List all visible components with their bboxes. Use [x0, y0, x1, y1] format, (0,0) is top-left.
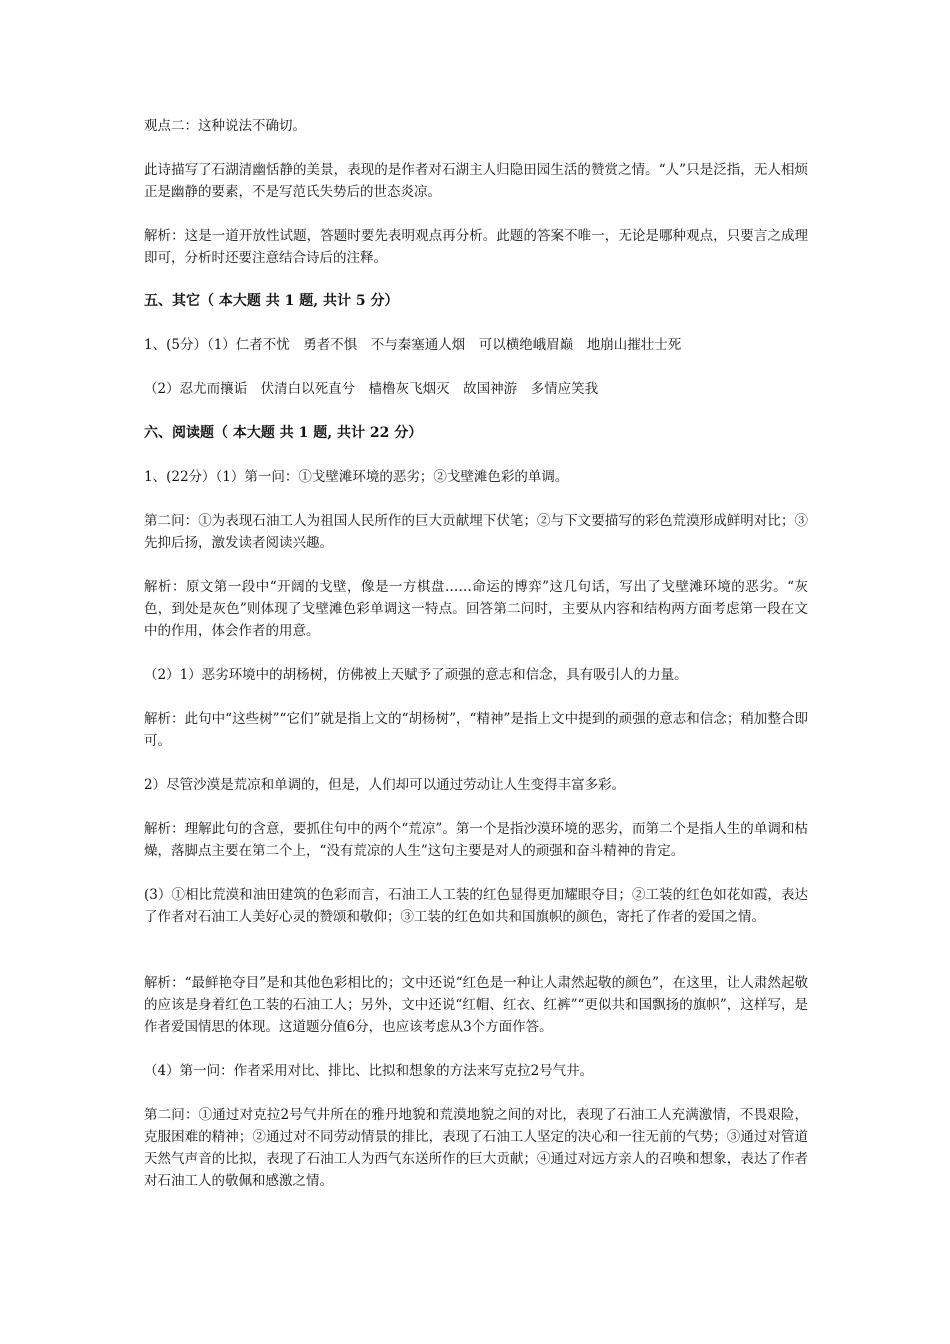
section-heading-5: 五、其它（ 本大题 共 1 题, 共计 5 分） — [144, 293, 399, 309]
paragraph-answer-6-2-2: 2）尽管沙漠是荒凉和单调的，但是，人们却可以通过劳动让人生变得丰富多彩。 — [144, 777, 626, 793]
paragraph-second-question: 第二问：①为表现石油工人为祖国人民所作的巨大贡献埋下伏笔；②与下文要描写的彩色荒漠形成鲜明对比；③先抑后扬，激发读者阅读兴趣。 — [144, 513, 808, 551]
paragraph-second-question-4: 第二问：①通过对克拉2号气井所在的雅丹地貌和荒漠地貌之间的对比，表现了石油工人充满激情，不畏艰险，克服困难的精神；②通过对不同劳动情景的排比，表现了石油工人坚定的决心和一往无前的气势；③通过对管道天然气声音的比拟，表现了石油工人为西气东送所作的巨大贡献；④通过对远方亲人的召唤和想象，表达了作者对石油工人的敬佩和感激之情。 — [144, 1107, 808, 1189]
section-heading-6: 六、阅读题（ 本大题 共 1 题, 共计 22 分） — [144, 425, 423, 441]
paragraph-answer-6-1: 1、(22分）（1）第一问：①戈壁滩环境的恶劣；②戈壁滩色彩的单调。 — [144, 469, 569, 485]
paragraph-explanation-3: 解析：此句中“这些树”“它们”就是指上文的“胡杨树”，“精神”是指上文中提到的顽强的意志和信念；稍加整合即可。 — [144, 711, 808, 749]
paragraph-answer-6-3: (3）①相比荒漠和油田建筑的色彩而言，石油工人工装的红色显得更加耀眼夺目；②工装的红色如花如霞，表达了作者对石油工人美好心灵的赞颂和敬仰；③工装的红色如共和国旗帜的颜色，寄托了作者的爱国之情。 — [144, 887, 808, 925]
paragraph-answer-6-4: （4）第一问：作者采用对比、排比、比拟和想象的方法来写克拉2号气井。 — [144, 1063, 594, 1079]
paragraph-viewpoint-two: 观点二：这种说法不确切。 — [144, 118, 306, 134]
paragraph-explanation-4: 解析：理解此句的含意，要抓住句中的两个“荒凉”。第一个是指沙漠环境的恶劣，而第二个是指人生的单调和枯燥，落脚点主要在第二个上，“没有荒凉的人生”这句主要是对人的顽强和奋斗精神的肯定。 — [144, 821, 808, 859]
paragraph-answer-6-2-1: （2）1）恶劣环境中的胡杨树，仿佛被上天赋予了顽强的意志和信念，具有吸引人的力量。 — [144, 667, 688, 683]
paragraph-explanation-2: 解析：原文第一段中“开阔的戈壁，像是一方棋盘……命运的博弈”这几句话，写出了戈壁滩环境的恶劣。“灰色，到处是灰色”则体现了戈壁滩色彩单调这一特点。回答第二问时，主要从内容和结构两方面考虑第一段在文中的作用，体会作者的用意。 — [144, 579, 808, 639]
paragraph-explanation-1: 解析：这是一道开放性试题，答题时要先表明观点再分析。此题的答案不唯一，无论是哪种观点，只要言之成理即可，分析时还要注意结合诗后的注释。 — [144, 228, 808, 266]
paragraph-explanation-5: 解析：“最鲜艳夺目”是和其他色彩相比的；文中还说“红色是一种让人肃然起敬的颜色”，在这里，让人肃然起敬的应该是身着红色工装的石油工人；另外，文中还说“红帽、红衣、红裤”“更似共和国飘扬的旗帜”，这样写，是作者爱国情思的体现。这道题分值6分，也应该考虑从3个方面作答。 — [144, 975, 808, 1035]
paragraph-answer-5-2: （2）忍尤而攘诟 伏清白以死直兮 樯橹灰飞烟灭 故国神游 多情应笑我 — [144, 381, 599, 397]
paragraph-answer-5-1: 1、(5分）（1）仁者不忧 勇者不惧 不与秦塞通人烟 可以横绝峨眉巅 地崩山摧壮士死 — [144, 337, 682, 353]
paragraph-poem-analysis: 此诗描写了石湖清幽恬静的美景，表现的是作者对石湖主人归隐田园生活的赞赏之情。“人”只是泛指，无人相烦正是幽静的要素，不是写范氏失势后的世态炎凉。 — [144, 162, 808, 200]
